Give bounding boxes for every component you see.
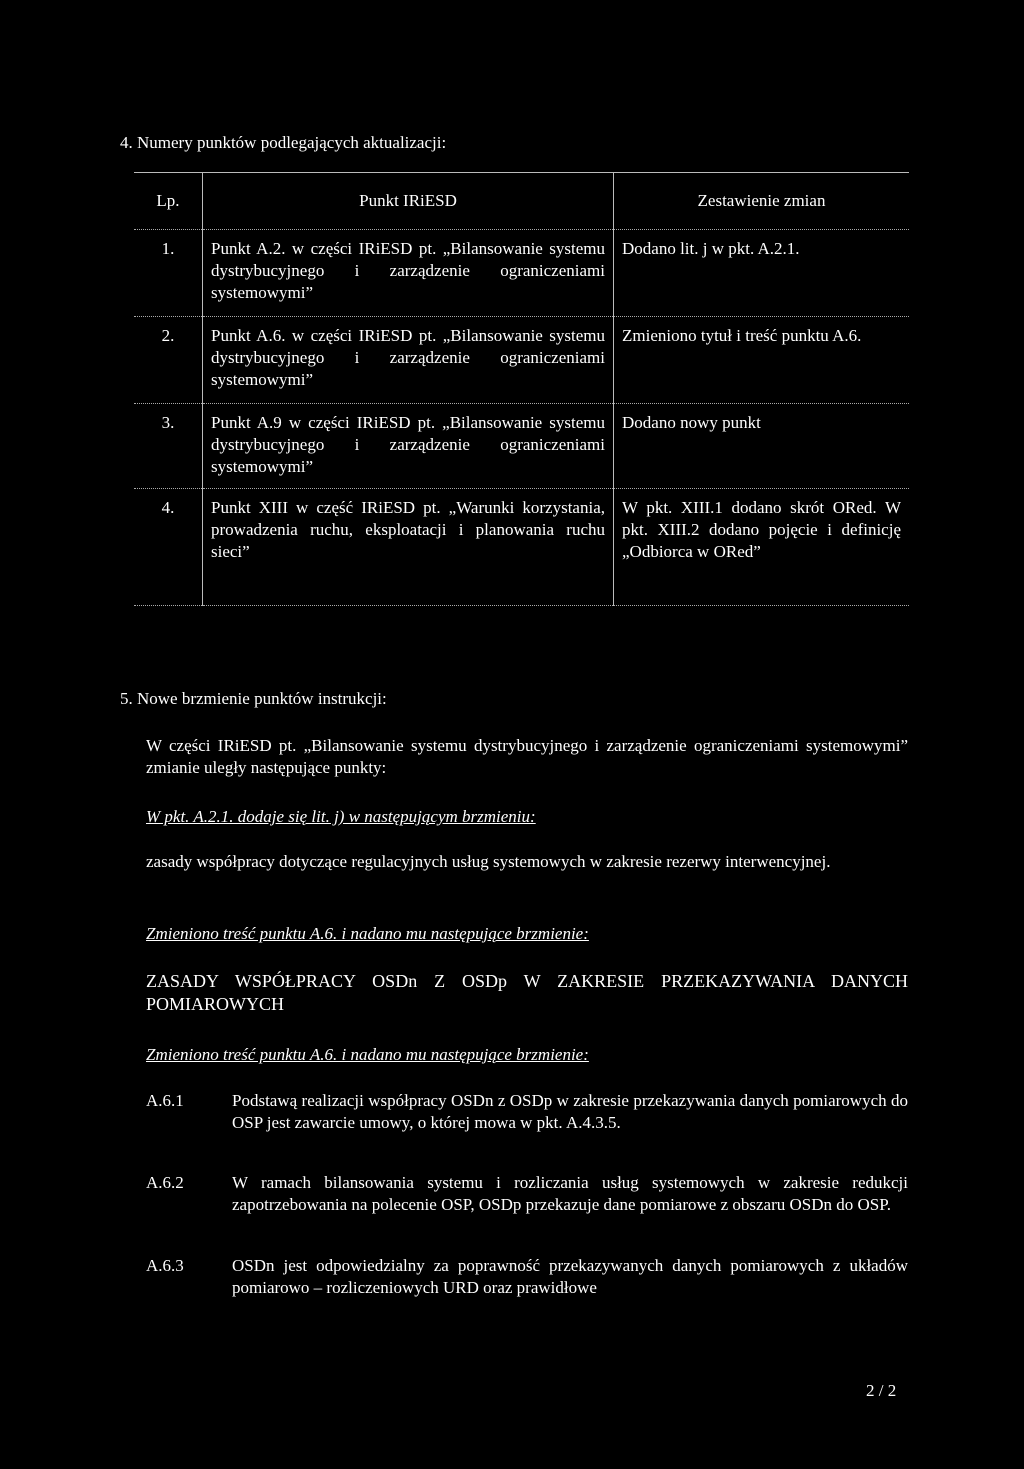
item-number: A.6.2 bbox=[146, 1173, 184, 1192]
section-5-heading: 5. Nowe brzmienie punktów instrukcji: bbox=[120, 689, 387, 708]
table-row bbox=[134, 404, 909, 489]
item-number: A.6.3 bbox=[146, 1256, 184, 1275]
subsection-2-heading: Zmieniono treść punktu A.6. i nadano mu następujące brzmienie: bbox=[146, 924, 589, 943]
cell-punkt: Punkt A.9 w części IRiESD pt. „Bilansowanie systemu dystrybucyjnego i zarządzenie ograniczeniami systemowymi” bbox=[203, 404, 614, 489]
cell-lp: 2. bbox=[134, 317, 203, 404]
cell-lp: 3. bbox=[134, 404, 203, 489]
section-4-heading: 4. Numery punktów podlegających aktualizacji: bbox=[120, 133, 447, 152]
subsection-3-heading: Zmieniono treść punktu A.6. i nadano mu następujące brzmienie: bbox=[146, 1045, 589, 1064]
cell-lp: 4. bbox=[134, 489, 203, 606]
item-number: A.6.1 bbox=[146, 1091, 184, 1110]
cell-zmiana: W pkt. XIII.1 dodano skrót ORed. W pkt. XIII.2 dodano pojęcie i definicję „Odbiorca w ORed” bbox=[614, 489, 910, 606]
cell-punkt: Punkt A.2. w części IRiESD pt. „Bilansowanie systemu dystrybucyjnego i zarządzenie ograniczeniami systemowymi” bbox=[203, 230, 614, 317]
item-text: W ramach bilansowania systemu i rozliczania usług systemowych w zakresie redukcji zapotrzebowania na polecenie OSP, OSDp przekazuje dane pomiarowe z obszaru OSDn do OSP. bbox=[232, 1173, 908, 1214]
table-header-row bbox=[134, 173, 909, 230]
item-text: Podstawą realizacji współpracy OSDn z OSDp w zakresie przekazywania danych pomiarowych do OSP jest zawarcie umowy, o której mowa w pkt. A.4.3.5. bbox=[232, 1091, 908, 1132]
subsection-1-text: zasady współpracy dotyczące regulacyjnych usług systemowych w zakresie rezerwy interwencyjnej. bbox=[146, 852, 831, 871]
page-number: 2 / 2 bbox=[866, 1381, 897, 1400]
section-5-intro: W części IRiESD pt. „Bilansowanie systemu dystrybucyjnego i zarządzenie ograniczeniami systemowymi” zmianie uległy następujące punkty: bbox=[146, 736, 908, 777]
changes-table bbox=[134, 172, 909, 606]
cell-punkt: Punkt A.6. w części IRiESD pt. „Bilansowanie systemu dystrybucyjnego i zarządzenie ograniczeniami systemowymi” bbox=[203, 317, 614, 404]
col-header-zmiany: Zestawienie zmian bbox=[614, 173, 910, 230]
subsection-1-heading: W pkt. A.2.1. dodaje się lit. j) w następującym brzmieniu: bbox=[146, 807, 536, 826]
table-row bbox=[134, 489, 909, 606]
item-text: OSDn jest odpowiedzialny za poprawność przekazywanych danych pomiarowych z układów pomiarowo – rozliczeniowych URD oraz prawidłowe bbox=[232, 1256, 908, 1297]
col-header-punkt: Punkt IRiESD bbox=[203, 173, 614, 230]
subsection-2-text: ZASADY WSPÓŁPRACY OSDn Z OSDp W ZAKRESIE PRZEKAZYWANIA DANYCH POMIAROWYCH bbox=[146, 971, 908, 1014]
cell-zmiana: Dodano nowy punkt bbox=[614, 404, 910, 489]
cell-zmiana: Zmieniono tytuł i treść punktu A.6. bbox=[614, 317, 910, 404]
table-row bbox=[134, 230, 909, 317]
cell-zmiana: Dodano lit. j w pkt. A.2.1. bbox=[614, 230, 910, 317]
col-header-lp: Lp. bbox=[134, 173, 203, 230]
table-row bbox=[134, 317, 909, 404]
cell-punkt: Punkt XIII w część IRiESD pt. „Warunki korzystania, prowadzenia ruchu, eksploatacji i planowania ruchu sieci” bbox=[203, 489, 614, 606]
cell-lp: 1. bbox=[134, 230, 203, 317]
